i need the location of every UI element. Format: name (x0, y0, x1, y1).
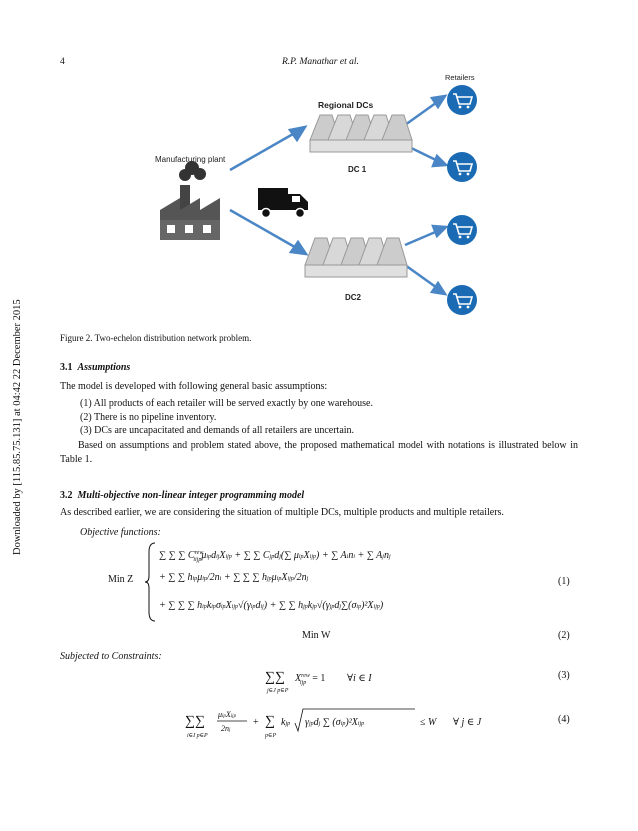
distribution-network-figure (140, 70, 500, 320)
equation-4 (185, 703, 485, 743)
retailer-cart-icon (447, 285, 477, 315)
svg-text:∑∑: ∑∑ (185, 714, 205, 729)
download-notice: Downloaded by [115.85.75.131] at 04:42 22 December 2015 (12, 299, 23, 555)
equation-number-4: (4) (558, 714, 570, 725)
svg-text:∑∑: ∑∑ (265, 670, 285, 685)
svg-text:p∈P: p∈P (265, 733, 277, 739)
retailer-cart-icon (447, 152, 477, 182)
svg-text:∀i ∈ I: ∀i ∈ I (347, 673, 372, 684)
min-z-label: Min Z (108, 574, 134, 585)
list-item: (3) DCs are uncapacitated and demands of all retailers are uncertain. (80, 425, 355, 436)
svg-text:kjp: kjp (281, 717, 291, 728)
equation-number-2: (2) (558, 630, 570, 641)
svg-text:+ ∑ ∑ ∑ hipkipσipXijp√(γipdij): + ∑ ∑ ∑ hipkipσipXijp√(γipdij) + ∑ ∑ hjpkjp√(γjpdj∑(σip)²Xijp) (159, 600, 384, 611)
svg-text:i∈I p∈P: i∈I p∈P (187, 733, 208, 739)
dc2-label: DC2 (345, 293, 362, 302)
dc1-label: DC 1 (348, 165, 367, 174)
model-intro: As described earlier, we are considering the situation of multiple DCs, multiple products and multiple retailers. (60, 507, 504, 518)
list-item: (2) There is no pipeline inventory. (80, 411, 217, 423)
retailers-label: Retailers (445, 73, 475, 82)
manufacturing-plant-label: Manufacturing plant (155, 155, 226, 164)
equation-number-1: (1) (558, 576, 570, 587)
min-w-label: Min W (302, 630, 331, 641)
regional-dcs-label: Regional DCs (318, 100, 374, 110)
assumptions-intro: The model is developed with following general basic assumptions: (60, 381, 328, 392)
svg-text:γjpdj ∑ (σip)²Xijp: γjpdj ∑ (σip)²Xijp (305, 717, 365, 728)
objective-label: Objective functions: (80, 527, 161, 538)
truck-icon (258, 188, 308, 218)
svg-text:∀ j ∈ J: ∀ j ∈ J (453, 717, 482, 728)
assumptions-list (80, 397, 373, 438)
constraints-label: Subjected to Constraints: (60, 651, 162, 662)
svg-text:+ ∑ ∑ hipμip/2ni + ∑ ∑ ∑ hjpμ: + ∑ ∑ hipμip/2ni + ∑ ∑ ∑ hjpμipXijp/2nj (159, 572, 309, 583)
equation-number-3: (3) (558, 670, 570, 681)
svg-text:+: + (253, 717, 259, 728)
svg-text:≤ W: ≤ W (420, 717, 437, 728)
warehouse-dc1-icon (310, 115, 412, 152)
svg-text:∑ ∑ ∑ CrewiijpμipdijXijp + ∑ ∑: ∑ ∑ ∑ $C^{rew}$ iijpμipdijXijp + ∑ ∑ Cjpdj(∑ μipXijp) + ∑ Aini + ∑ Ajnj (159, 550, 391, 563)
svg-text:μipXijp: μipXijp (218, 710, 237, 719)
list-item: (1) All products of each retailer will be served exactly by one warehouse. (80, 398, 373, 409)
warehouse-dc2-icon (305, 238, 407, 277)
equation-1 (145, 540, 555, 625)
retailer-cart-icon (447, 215, 477, 245)
section-heading-model: 3.2 Multi-objective non-linear integer programming model (60, 490, 305, 501)
retailer-cart-icon (447, 85, 477, 115)
assumptions-closing: Based on assumptions and problem stated above, the proposed mathematical model with notations is illustrated below in Table 1. (60, 440, 578, 465)
factory-icon (160, 161, 220, 240)
equation-3 (265, 663, 385, 695)
svg-text:j∈J p∈P: j∈J p∈P (267, 688, 289, 694)
figure-caption: Figure 2. Two-echelon distribution network problem. (60, 333, 252, 343)
svg-text:∑: ∑ (265, 714, 275, 729)
svg-text:2nj: 2nj (221, 724, 231, 733)
svg-text:Xrewijp= 1: $X^{rew}$ ijp = 1 (295, 673, 326, 686)
section-heading-assumptions: 3.1 Assumptions (60, 362, 131, 373)
page-number: 4 (60, 57, 65, 67)
running-title: R.P. Manathar et al. (282, 57, 359, 67)
